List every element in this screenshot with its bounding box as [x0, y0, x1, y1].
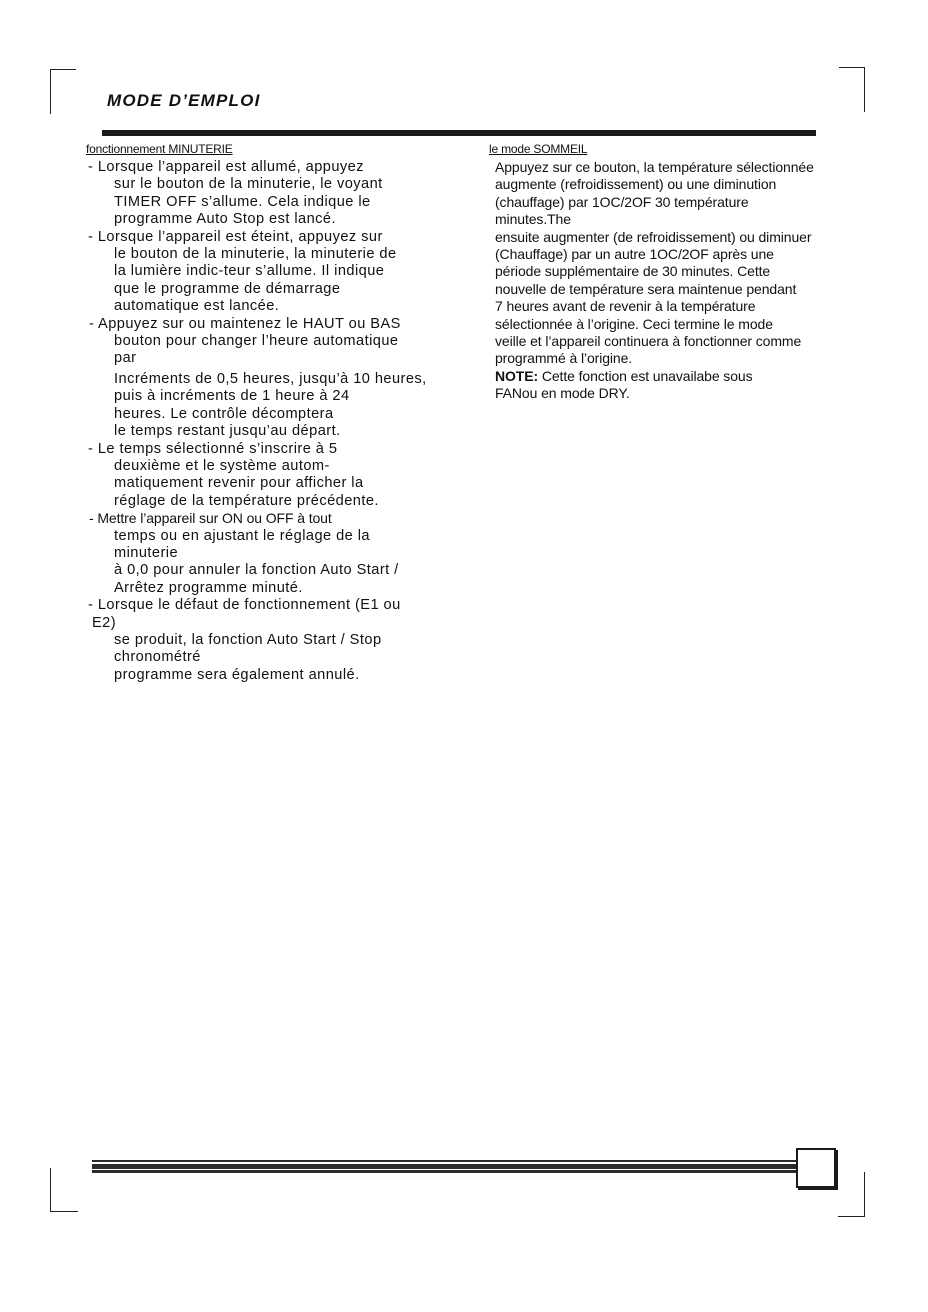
text-line: programme Auto Stop est lancé. — [114, 211, 336, 228]
text-line: nouvelle de température sera maintenue pendant — [495, 280, 797, 297]
text-line: FANou en mode DRY. — [495, 385, 630, 402]
text-line: - Lorsque le défaut de fonctionnement (E1 ou — [88, 597, 401, 614]
text-line: (Chauffage) par un autre 1OC/2OF après une — [495, 246, 774, 263]
text-line: - Appuyez sur ou maintenez le HAUT ou BAS — [89, 315, 401, 332]
crop-mark-bottom-right-h — [838, 1216, 865, 1217]
text-line: temps ou en ajustant le réglage de la — [114, 527, 370, 544]
text-line: puis à incréments de 1 heure à 24 — [114, 388, 350, 405]
text-line: - Lorsque l’appareil est éteint, appuyez sur — [88, 228, 383, 245]
footer-rule — [92, 1160, 796, 1173]
text-line: matiquement revenir pour afficher la — [114, 475, 364, 492]
text-line: sur le bouton de la minuterie, le voyant — [114, 176, 383, 193]
text-line: que le programme de démarrage — [114, 280, 341, 297]
note-text: Cette fonction est unavailabe sous — [538, 367, 753, 384]
crop-mark-top-right-h — [839, 67, 865, 68]
text-line: programmé à l’origine. — [495, 350, 633, 367]
sleep-section-title: le mode SOMMEIL — [489, 142, 588, 156]
text-line: le temps restant jusqu’au départ. — [114, 423, 341, 440]
text-line: le bouton de la minuterie, la minuterie de — [114, 246, 397, 263]
header-rule — [102, 130, 816, 136]
crop-mark-bottom-left-v — [50, 1168, 51, 1212]
timer-section — [86, 141, 478, 684]
text-line: heures. Le contrôle décomptera — [114, 405, 334, 422]
text-line: - Le temps sélectionné s’inscrire à 5 — [88, 440, 338, 457]
text-line: par — [114, 350, 137, 367]
timer-section-title: fonctionnement MINUTERIE — [86, 142, 233, 156]
text-line: 7 heures avant de revenir à la température — [495, 298, 756, 315]
text-line: ensuite augmenter (de refroidissement) ou diminuer — [495, 228, 812, 245]
text-line: Arrêtez programme minuté. — [114, 579, 303, 596]
sleep-section — [489, 141, 861, 403]
note-line — [489, 368, 861, 385]
text-line: deuxième et le système autom- — [114, 457, 330, 474]
text-line: augmente (refroidissement) ou une diminution — [495, 176, 777, 193]
text-line: bouton pour changer l’heure automatique — [114, 333, 399, 350]
crop-mark-top-left-v — [50, 69, 51, 114]
page-number-box — [796, 1148, 836, 1188]
crop-mark-bottom-right-v — [864, 1172, 865, 1217]
note-label: NOTE: — [495, 367, 539, 384]
text-line: se produit, la fonction Auto Start / Stop — [114, 631, 382, 648]
text-line: réglage de la température précédente. — [114, 492, 379, 509]
text-line: (chauffage) par 1OC/2OF 30 température — [495, 193, 749, 210]
text-line: période supplémentaire de 30 minutes. Cette — [495, 263, 771, 280]
text-line: automatique est lancée. — [114, 298, 280, 315]
text-line: programme sera également annulé. — [114, 666, 360, 683]
text-line: Appuyez sur ce bouton, la température sélectionnée — [495, 159, 814, 175]
text-line: - Mettre l’appareil sur ON ou OFF à tout — [89, 510, 332, 527]
text-line: - Lorsque l’appareil est allumé, appuyez — [88, 159, 364, 175]
text-line: chronométré — [114, 649, 201, 666]
crop-mark-top-left-h — [50, 69, 76, 70]
text-line: la lumière indic-teur s’allume. Il indique — [114, 263, 385, 280]
text-line: E2) — [92, 614, 117, 631]
text-line: minuterie — [114, 544, 179, 561]
text-line: à 0,0 pour annuler la fonction Auto Start / — [114, 562, 399, 579]
text-line: Incréments de 0,5 heures, jusqu’à 10 heures, — [114, 370, 427, 387]
text-line: veille et l’appareil continuera à fonctionner comme — [495, 333, 802, 350]
text-line: sélectionnée à l’origine. Ceci termine le mode — [495, 315, 773, 332]
crop-mark-top-right-v — [864, 67, 865, 112]
page-title: MODE D’EMPLOI — [107, 91, 261, 110]
text-line: TIMER OFF s’allume. Cela indique le — [114, 193, 371, 210]
crop-mark-bottom-left-h — [50, 1211, 78, 1212]
text-line: minutes.The — [495, 211, 571, 228]
